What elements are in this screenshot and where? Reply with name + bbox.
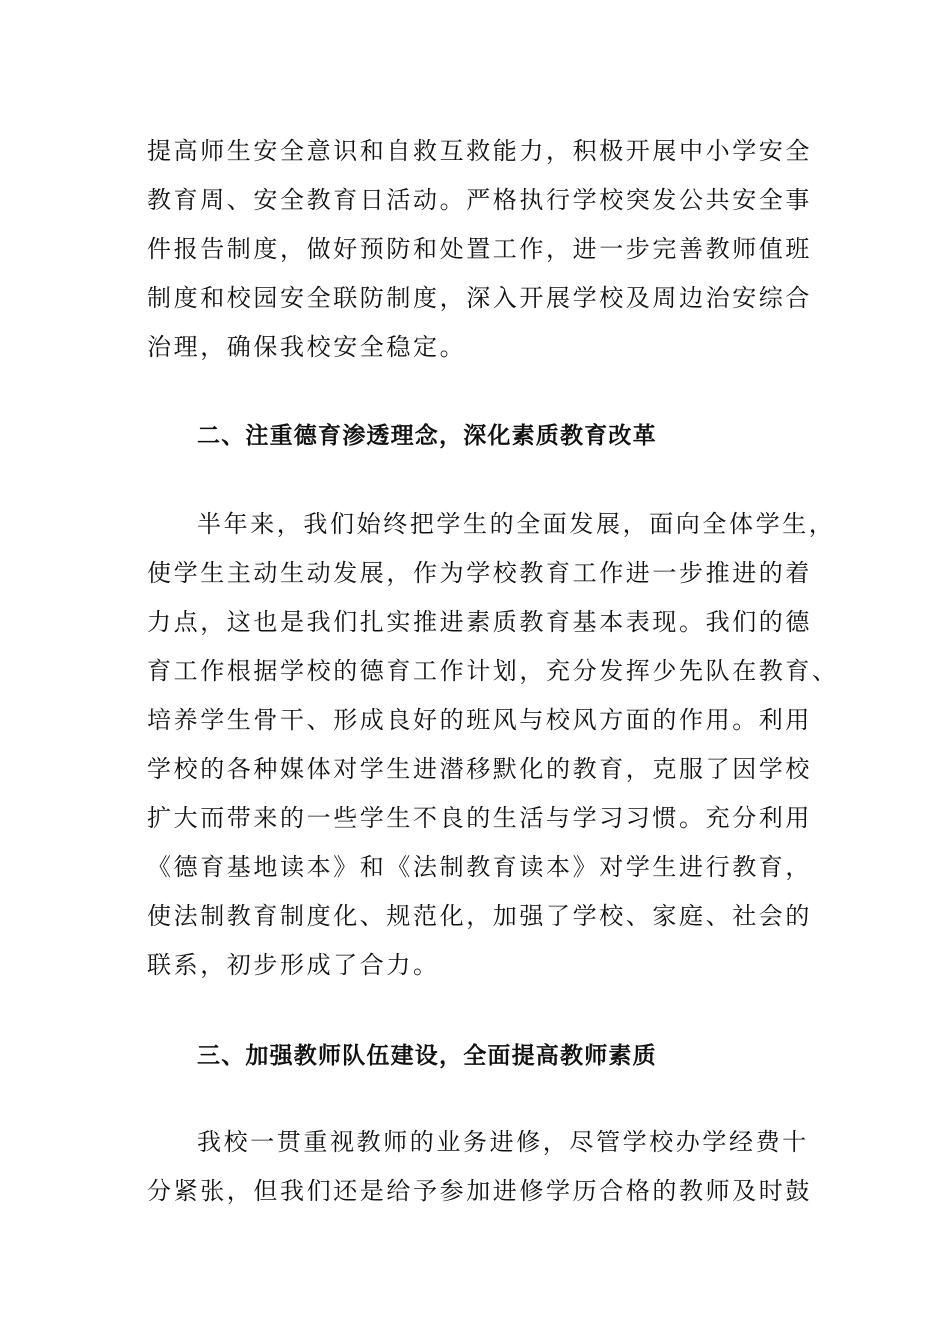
paragraph-line: 培养学生骨干、形成良好的班风与校风方面的作用。利用 [147,706,812,734]
paragraph-line: 我校一贯重视教师的业务进修，尽管学校办学经费十 [197,1128,809,1156]
paragraph-line: 扩大而带来的一些学生不良的生活与学习习惯。充分利用 [147,804,812,832]
paragraph-line: 联系，初步形成了合力。 [147,951,440,979]
paragraph-line: 件报告制度，做好预防和处置工作，进一步完善教师值班 [147,235,812,263]
paragraph-moral-education [147,500,839,990]
paragraph-line: 力点，这也是我们扎实推进素质教育基本表现。我们的德 [147,608,812,636]
paragraph-line: 提高师生安全意识和自救互救能力，积极开展中小学安全 [147,137,812,165]
paragraph-line: 教育周、安全教育日活动。严格执行学校突发公共安全事 [147,186,812,214]
paragraph-line: 使法制教育制度化、规范化，加强了学校、家庭、社会的 [147,902,812,930]
paragraph-safety [147,127,812,372]
paragraph-line: 分紧张，但我们还是给予参加进修学历合格的教师及时鼓 [147,1177,812,1205]
paragraph-teacher-team [147,1118,812,1216]
paragraph-line: 治理，确保我校安全稳定。 [147,333,467,361]
section-heading-moral-education: 二、注重德育渗透理念，深化素质教育改革 [197,422,657,449]
paragraph-line: 《德育基地读本》和《法制教育读本》对学生进行教育， [147,853,812,881]
section-heading-teacher-team: 三、加强教师队伍建设，全面提高教师素质 [197,1042,657,1069]
paragraph-line: 育工作根据学校的德育工作计划，充分发挥少先队在教育、 [147,657,839,685]
paragraph-line: 使学生主动生动发展，作为学校教育工作进一步推进的着 [147,559,812,587]
paragraph-line: 半年来，我们始终把学生的全面发展，面向全体学生， [197,510,836,538]
paragraph-line: 制度和校园安全联防制度，深入开展学校及周边治安综合 [147,284,812,312]
paragraph-line: 学校的各种媒体对学生进潜移默化的教育，克服了因学校 [147,755,812,783]
